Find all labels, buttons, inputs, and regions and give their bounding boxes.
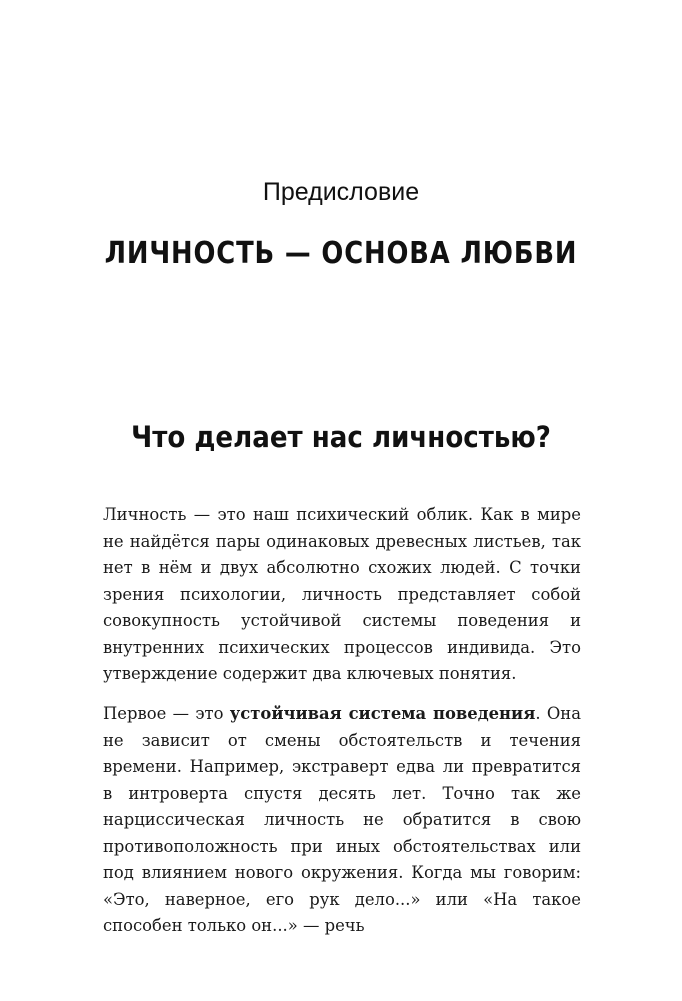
chapter-title: ЛИЧНОСТЬ — ОСНОВА ЛЮБВИ — [104, 236, 578, 271]
paragraph-2-bold-term: устойчивая система поведения — [229, 704, 536, 724]
paragraph-2-lead: Первое — это — [103, 704, 230, 724]
paragraph-2-rest: . Она не зависит от смены обстоятельств и течения времени. Например, экстраверт едва ли превратится в интроверта спустя десять лет. Точно так же нарциссическая личность не обратится в свою противоположность при иных обстоятельствах или под влиянием нового окружения. Когда мы говорим: «Это, наверное, его рук дело...» или «На такое способен только он...» — речь — [103, 704, 581, 936]
paragraph-2 — [103, 701, 581, 940]
preface-label: Предисловие — [262, 178, 420, 206]
section-title: Что делает нас личностью? — [131, 420, 551, 454]
paragraph-1: Личность — это наш психический облик. Как в мире не найдётся пары одинаковых древесных листьев, так нет в нём и двух абсолютно схожих людей. С точки зрения психологии, личность представляет собой совокупность устойчивой системы поведения и внутренних психических процессов индивида. Это утверждение содержит два ключевых понятия. — [103, 505, 581, 684]
